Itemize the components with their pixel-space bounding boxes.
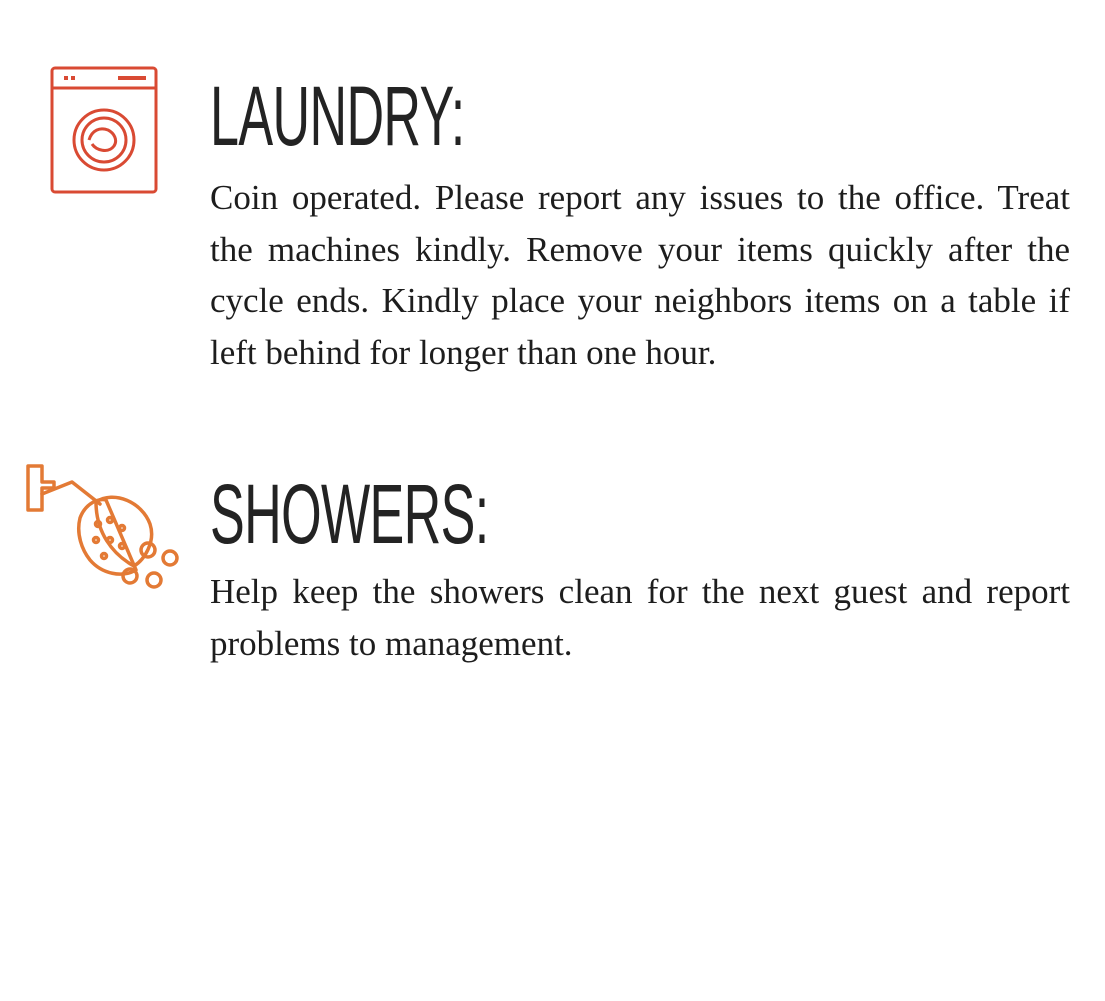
laundry-text: Coin operated. Please report any issues to the office. Treat the machines kindly. Remove your items quickly after the cycle ends. Kindly place your neighbors items on a table if left behind for longer than one hour. bbox=[210, 178, 1070, 372]
showers-text: Help keep the showers clean for the next guest and report problems to management. bbox=[210, 572, 1070, 663]
shower-icon bbox=[24, 462, 186, 598]
washing-machine-icon bbox=[48, 64, 160, 196]
laundry-heading: LAUNDRY: bbox=[210, 69, 465, 163]
showers-heading: SHOWERS: bbox=[210, 467, 489, 561]
